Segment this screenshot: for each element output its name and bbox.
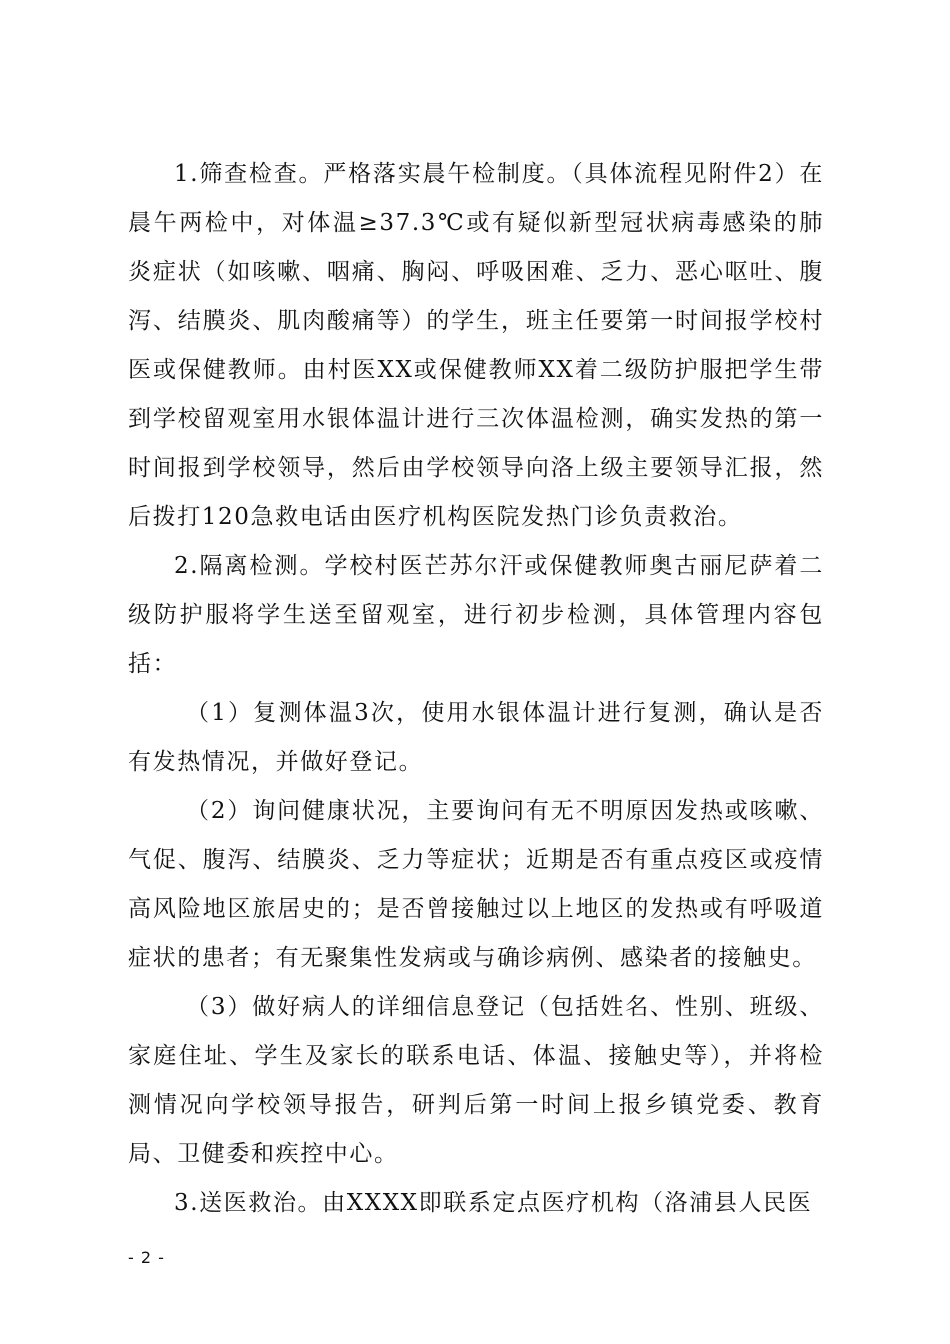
paragraph-isolation-testing: 2.隔离检测。学校村医芒苏尔汗或保健教师奥古丽尼萨着二级防护服将学生送至留观室，进行初步检测，具体管理内容包括： [128,553,824,677]
paragraph-health-inquiry: （2）询问健康状况，主要询问有无不明原因发热或咳嗽、气促、腹泻、结膜炎、乏力等症状；近期是否有重点疫区或疫情高风险地区旅居史的；是否曾接触过以上地区的发热或有呼吸道症状的患者；有无聚集性发病或与确诊病例、感染者的接触史。 [128,798,824,971]
page-number: - 2 - [128,1248,165,1267]
document-body [128,150,824,1228]
paragraph-retest-temperature: （1）复测体温3次，使用水银体温计进行复测，确认是否有发热情况，并做好登记。 [128,700,824,775]
paragraph-medical-treatment: 3.送医救治。由XXXX即联系定点医疗机构（洛浦县人民医 [174,1190,813,1216]
paragraph-screening: 1.筛查检查。严格落实晨午检制度。（具体流程见附件2）在晨午两检中，对体温≥37.3℃或有疑似新型冠状病毒感染的肺炎症状（如咳嗽、咽痛、胸闷、呼吸困难、乏力、恶心呕吐、腹泻、结膜炎、肌肉酸痛等）的学生，班主任要第一时间报学校村医或保健教师。由村医XX或保健教师XX着二级防护服把学生带到学校留观室用水银体温计进行三次体温检测，确实发热的第一时间报到学校领导，然后由学校领导向洛上级主要领导汇报，然后拨打120急救电话由医疗机构医院发热门诊负责救治。 [128,161,824,530]
paragraph-information-registration: （3）做好病人的详细信息登记（包括姓名、性别、班级、家庭住址、学生及家长的联系电话、体温、接触史等），并将检测情况向学校领导报告，研判后第一时间上报乡镇党委、教育局、卫健委和疾控中心。 [128,994,824,1167]
